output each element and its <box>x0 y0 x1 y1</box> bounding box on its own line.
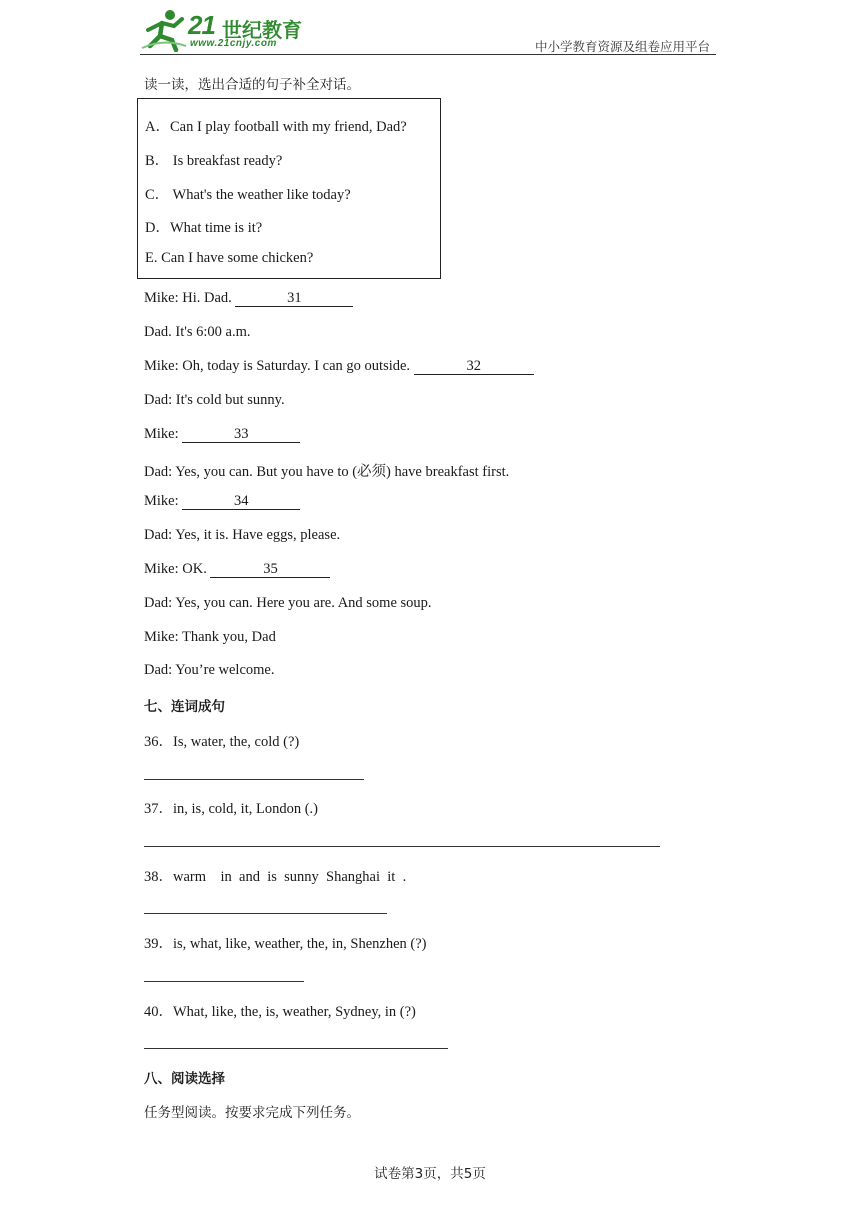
option-d: D．What time is it? <box>145 220 263 236</box>
dialogue-line: Dad: Yes, you can. But you have to (必须) have breakfast first. <box>144 464 510 480</box>
logo-number: 21 <box>188 10 215 40</box>
question-40: 40．What, like, the, is, weather, Sydney, in (?) <box>144 1004 416 1020</box>
answer-line-40[interactable] <box>144 1048 448 1049</box>
instruction: 读一读，选出合适的句子补全对话。 <box>144 77 360 93</box>
header-divider <box>140 54 716 55</box>
dialogue-line: Dad: Yes, you can. Here you are. And some soup. <box>144 595 432 611</box>
dialogue-line: Mike: Hi. Dad. 31 <box>144 290 353 307</box>
question-39: 39．is, what, like, weather, the, in, Shenzhen (?) <box>144 936 427 952</box>
answer-blank-35[interactable]: 35 <box>210 562 330 578</box>
option-c: C． What's the weather like today? <box>145 187 351 203</box>
dialogue-line: Dad: Yes, it is. Have eggs, please. <box>144 527 341 543</box>
dialogue-line: Mike: Thank you, Dad <box>144 629 276 645</box>
dialogue-line: Mike: Oh, today is Saturday. I can go outside. 32 <box>144 358 534 375</box>
dialogue-line: Dad: You’re welcome. <box>144 662 275 678</box>
answer-blank-34[interactable]: 34 <box>182 494 300 510</box>
dialogue-line: Dad: It's cold but sunny. <box>144 392 285 408</box>
answer-line-38[interactable] <box>144 913 387 914</box>
runner-logo-icon <box>140 8 188 52</box>
answer-line-36[interactable] <box>144 779 364 780</box>
option-e: E. Can I have some chicken? <box>145 250 314 266</box>
section-8-instruction: 任务型阅读。按要求完成下列任务。 <box>144 1105 360 1121</box>
page-footer: 试卷第3页，共5页 <box>374 1166 486 1182</box>
question-36: 36．Is, water, the, cold (?) <box>144 734 300 750</box>
dialogue-line: Mike: 34 <box>144 493 300 510</box>
dialogue-line: Mike: 33 <box>144 426 300 443</box>
logo-text: 世纪教育 <box>222 18 302 42</box>
site-logo <box>140 8 320 52</box>
question-38: 38．warm in and is sunny Shanghai it . <box>144 869 407 885</box>
question-37: 37．in, is, cold, it, London (.) <box>144 801 318 817</box>
option-a: A．Can I play football with my friend, Dad? <box>145 119 407 135</box>
section-7-heading: 七、连词成句 <box>144 699 225 715</box>
answer-blank-33[interactable]: 33 <box>182 427 300 443</box>
option-b: B． Is breakfast ready? <box>145 153 283 169</box>
answer-line-39[interactable] <box>144 981 304 982</box>
answer-blank-32[interactable]: 32 <box>414 359 534 375</box>
dialogue-line: Dad. It's 6:00 a.m. <box>144 324 251 340</box>
answer-line-37[interactable] <box>144 846 660 847</box>
section-8-heading: 八、阅读选择 <box>144 1071 225 1087</box>
platform-name: 中小学教育资源及组卷应用平台 <box>534 39 710 54</box>
dialogue-line: Mike: OK. 35 <box>144 561 330 578</box>
options-box <box>137 98 441 279</box>
answer-blank-31[interactable]: 31 <box>235 291 353 307</box>
logo-url: www.21cnjy.com <box>190 38 277 49</box>
